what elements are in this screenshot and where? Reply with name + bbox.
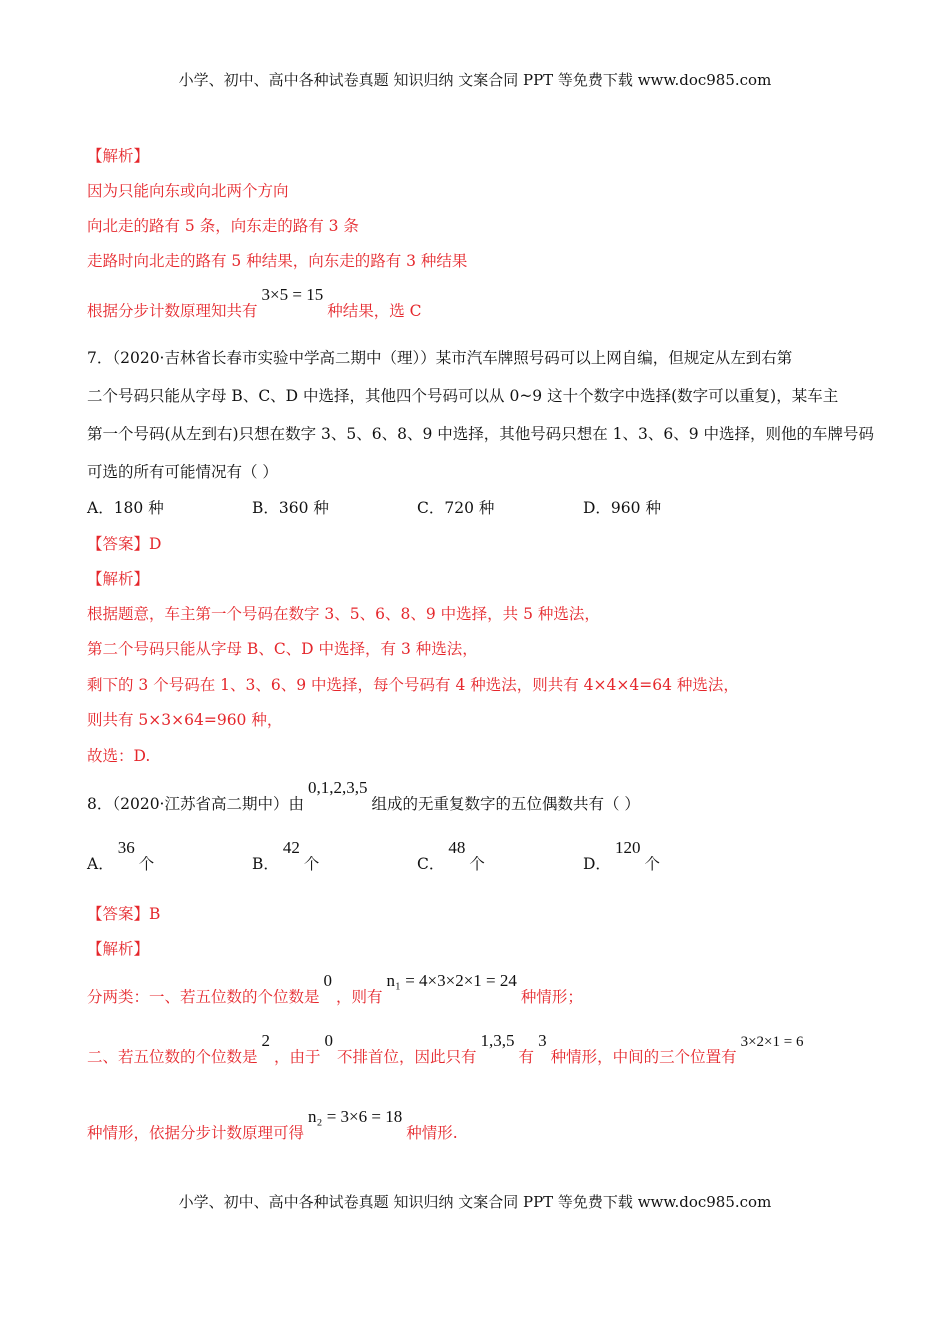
math-formula: 0,1,2,3,5 [308,778,368,797]
math-formula: 0 [323,971,333,990]
text: 组成的无重复数字的五位偶数共有（ ） [371,795,640,813]
math-formula: n₁ = 4×3×2×1 = 24 [386,971,517,990]
solution-line [87,971,583,1007]
solution-label: 【解析】 [87,570,150,588]
solution-line: 剩下的 3 个号码在 1、3、6、9 中选择，每个号码有 4 种选法，则共有 4×4×4=64 种选法， [87,676,739,694]
option-d: D．960 种 [583,499,661,517]
math-formula: 48 [448,838,466,857]
solution-line: 走路时向北走的路有 5 种结果，向东走的路有 3 种结果 [87,252,468,270]
math-formula: 42 [282,838,300,857]
solution-line: 向北走的路有 5 条，向东走的路有 3 条 [87,217,359,235]
math-formula: 1,3,5 [480,1031,515,1050]
math-formula: n₂ = 3×6 = 18 [308,1107,403,1126]
math-formula: 3 [538,1031,547,1050]
answer: 【答案】D [87,535,162,553]
option-c [417,838,485,874]
text: 种情形. [406,1124,458,1142]
option-b [252,838,320,874]
solution-line [87,285,422,321]
question-7-line: 可选的所有可能情况有（ ） [87,463,278,481]
option-c: C．720 种 [417,499,495,517]
math-formula: 36 [117,838,135,857]
text: B． [252,855,279,873]
question-7-line: 7．（2020·吉林省长春市实验中学高二期中（理））某市汽车牌照号码可以上网自编，但规定从左到右第 [87,349,793,367]
text: 个 [644,855,660,873]
text: 种结果，选 C [327,302,422,320]
option-a: A．180 种 [87,499,164,517]
solution-label: 【解析】 [87,147,150,165]
solution-line: 则共有 5×3×64=960 种， [87,711,283,729]
math-formula: 3×2×1 = 6 [740,1034,804,1050]
text: 二、若五位数的个位数是 [87,1048,258,1066]
text: 分两类：一、若五位数的个位数是 [87,988,320,1006]
option-b: B．360 种 [252,499,329,517]
math-formula: 0 [324,1031,334,1050]
question-8-options [0,838,950,876]
question-8-stem [87,778,640,814]
text: 个 [138,855,155,873]
text: 有 [518,1048,535,1066]
text: C． [417,855,445,873]
solution-line: 故选：D. [87,747,151,765]
solution-label: 【解析】 [87,940,150,958]
math-formula: 3×5 = 15 [261,285,324,304]
text: A． [87,855,114,873]
solution-line: 根据题意，车主第一个号码在数字 3、5、6、8、9 中选择，共 5 种选法， [87,605,600,623]
math-formula: 2 [261,1031,271,1050]
text: 个 [303,855,320,873]
option-a [87,838,155,874]
text: D． [583,855,611,873]
solution-line [87,1107,458,1143]
question-7-line: 第一个号码(从左到右)只想在数字 3、5、6、8、9 中选择，其他号码只想在 1、3、6、9 中选择，则他的车牌号码 [87,425,875,443]
text: 8．（2020·江苏省高二期中）由 [87,795,304,813]
text: ，由于 [274,1048,321,1066]
text: 不排首位，因此只有 [337,1048,477,1066]
text: ，则有 [336,988,383,1006]
text: 根据分步计数原理知共有 [87,302,258,320]
text: 个 [469,855,485,873]
question-7-line: 二个号码只能从字母 B、C、D 中选择，其他四个号码可以从 0~9 这十个数字中选择(数字可以重复)，某车主 [87,387,839,405]
question-7-options [0,498,950,518]
page-footer: 小学、初中、高中各种试卷真题 知识归纳 文案合同 PPT 等免费下载 www.doc985.com [178,1193,772,1211]
page-header: 小学、初中、高中各种试卷真题 知识归纳 文案合同 PPT 等免费下载 www.doc985.com [178,71,772,89]
text: 种情形，中间的三个位置有 [550,1048,737,1066]
math-formula: 120 [614,838,641,857]
option-d [583,838,660,874]
solution-line [87,1031,807,1068]
text: 种情形； [520,988,583,1006]
solution-line: 第二个号码只能从字母 B、C、D 中选择，有 3 种选法， [87,640,478,658]
text: 种情形，依据分步计数原理可得 [87,1124,305,1142]
solution-line: 因为只能向东或向北两个方向 [87,182,289,200]
answer: 【答案】B [87,905,161,923]
